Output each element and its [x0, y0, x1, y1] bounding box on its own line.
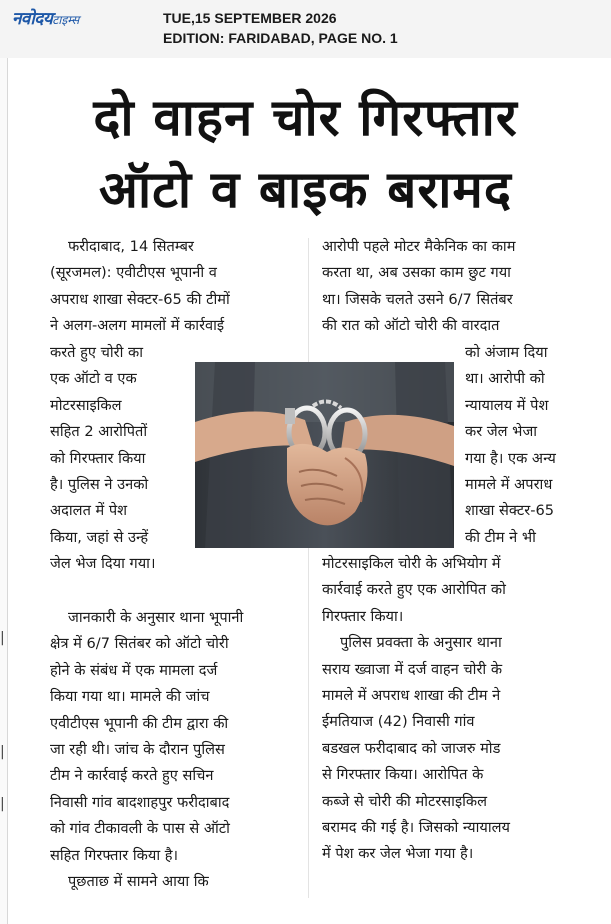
article-line: फरीदाबाद, 14 सितम्बर — [68, 238, 194, 255]
article-line: शाखा सेक्टर-65 — [465, 502, 555, 520]
article-line: जेल भेज दिया गया। — [50, 555, 156, 573]
masthead — [0, 0, 611, 59]
column-divider — [308, 238, 309, 898]
neighbor-glyphs: | — [0, 630, 5, 646]
article-line: आरोपी पहले मोटर मैकेनिक का काम — [322, 238, 516, 255]
article-line: से गिरफ्तार किया। आरोपित के — [322, 766, 484, 784]
article-line: एक ऑटो व एक — [50, 370, 137, 388]
article-line: मामले में अपराध — [465, 476, 553, 494]
article-line: जा रही थी। जांच के दौरान पुलिस — [50, 741, 225, 759]
date-line: TUE,15 SEPTEMBER 2026 — [163, 10, 337, 26]
headline-line-1: दो वाहन चोर गिरफ्तार — [93, 89, 518, 148]
article-line: सहित 2 आरोपितों — [50, 423, 148, 441]
logo-sub: टाइम्स — [52, 13, 80, 27]
article-line: किया, जहां से उन्हें — [50, 528, 149, 546]
article-line: में पेश कर जेल भेजा गया है। — [322, 845, 474, 863]
article-line: पुलिस प्रवक्ता के अनुसार थाना — [340, 634, 502, 652]
article-line: होने के संबंध में एक मामला दर्ज — [50, 661, 218, 679]
article-line: करते हुए चोरी का — [50, 344, 144, 361]
article-line: बरामद की गई है। जिसको न्यायालय — [322, 819, 511, 837]
right-column-top — [322, 234, 586, 340]
article-line: गिरफ्तार किया। — [322, 607, 404, 625]
article-line: पूछताछ में सामने आया कि — [68, 873, 209, 891]
article-line: किया गया था। मामले की जांच — [50, 688, 210, 706]
article-line: मोटरसाइकिल — [50, 396, 122, 414]
article-line: की टीम ने भी — [465, 528, 536, 546]
article-line: को गिरफ्तार किया — [50, 449, 146, 467]
article-line: जानकारी के अनुसार थाना भूपानी — [68, 609, 244, 626]
left-column-top — [50, 234, 298, 340]
article-line: कार्रवाई करते हुए एक आरोपित को — [322, 581, 506, 599]
article-line: करता था, अब उसका काम छुट गया — [322, 264, 511, 282]
left-column-wrap — [50, 340, 188, 578]
photo-illustration — [195, 362, 454, 548]
article-line: मोटरसाइकिल चोरी के अभियोग में — [322, 555, 501, 572]
article-line: ने अलग-अलग मामलों में कार्रवाई — [50, 317, 225, 335]
article-line: कर जेल भेजा — [465, 423, 538, 441]
right-column-bottom — [322, 551, 586, 868]
article-line: गया है। एक अन्य — [465, 449, 556, 467]
edition-line: EDITION: FARIDABAD, PAGE NO. 1 — [163, 30, 398, 46]
article-line: निवासी गांव बादशाहपुर फरीदाबाद — [50, 793, 230, 811]
article-line: अदालत में पेश — [50, 502, 128, 520]
article-line: क्षेत्र में 6/7 सितंबर को ऑटो चोरी — [50, 635, 229, 653]
article-line: कब्जे से चोरी की मोटरसाइकिल — [322, 792, 488, 810]
logo-main: नवोदय — [12, 9, 53, 29]
article-line: सहित गिरफ्तार किया है। — [50, 846, 179, 864]
left-column-bottom — [50, 605, 298, 895]
article-line: मामले में अपराध शाखा की टीम ने — [322, 687, 501, 705]
newspaper-logo — [12, 6, 79, 29]
article-line: ईमतियाज (42) निवासी गांव — [322, 713, 475, 731]
article-line: था। आरोपी को — [465, 370, 545, 388]
article-line: था। जिसके चलते उसने 6/7 सितंबर — [322, 290, 513, 308]
article-line: को अंजाम दिया — [465, 344, 548, 361]
handcuffed-hands-photo — [195, 362, 454, 548]
edition-info — [163, 8, 398, 48]
article-line: सराय ख्वाजा में दर्ज वाहन चोरी के — [322, 660, 503, 678]
neighbor-glyphs: | — [0, 744, 5, 760]
article-line: बडखल फरीदाबाद को जाजरु मोड — [322, 739, 501, 757]
article-line: अपराध शाखा सेक्टर-65 की टीमों — [50, 290, 230, 308]
article-line: एवीटीएस भूपानी की टीम द्वारा की — [50, 714, 229, 732]
right-column-wrap — [465, 340, 586, 551]
neighbor-glyphs: | — [0, 796, 5, 812]
article-line: है। पुलिस ने उनको — [50, 476, 149, 494]
article-line: न्यायालय में पेश — [465, 396, 549, 414]
headline-line-2: ऑटो व बाइक बरामद — [98, 161, 513, 220]
article-line: (सूरजमल): एवीटीएस भूपानी व — [50, 264, 217, 282]
article-line: को गांव टीकावली के पास से ऑटो — [50, 820, 230, 838]
article-line: की रात को ऑटो चोरी की वारदात — [322, 317, 500, 335]
article-line: टीम ने कार्रवाई करते हुए सचिन — [50, 767, 214, 785]
